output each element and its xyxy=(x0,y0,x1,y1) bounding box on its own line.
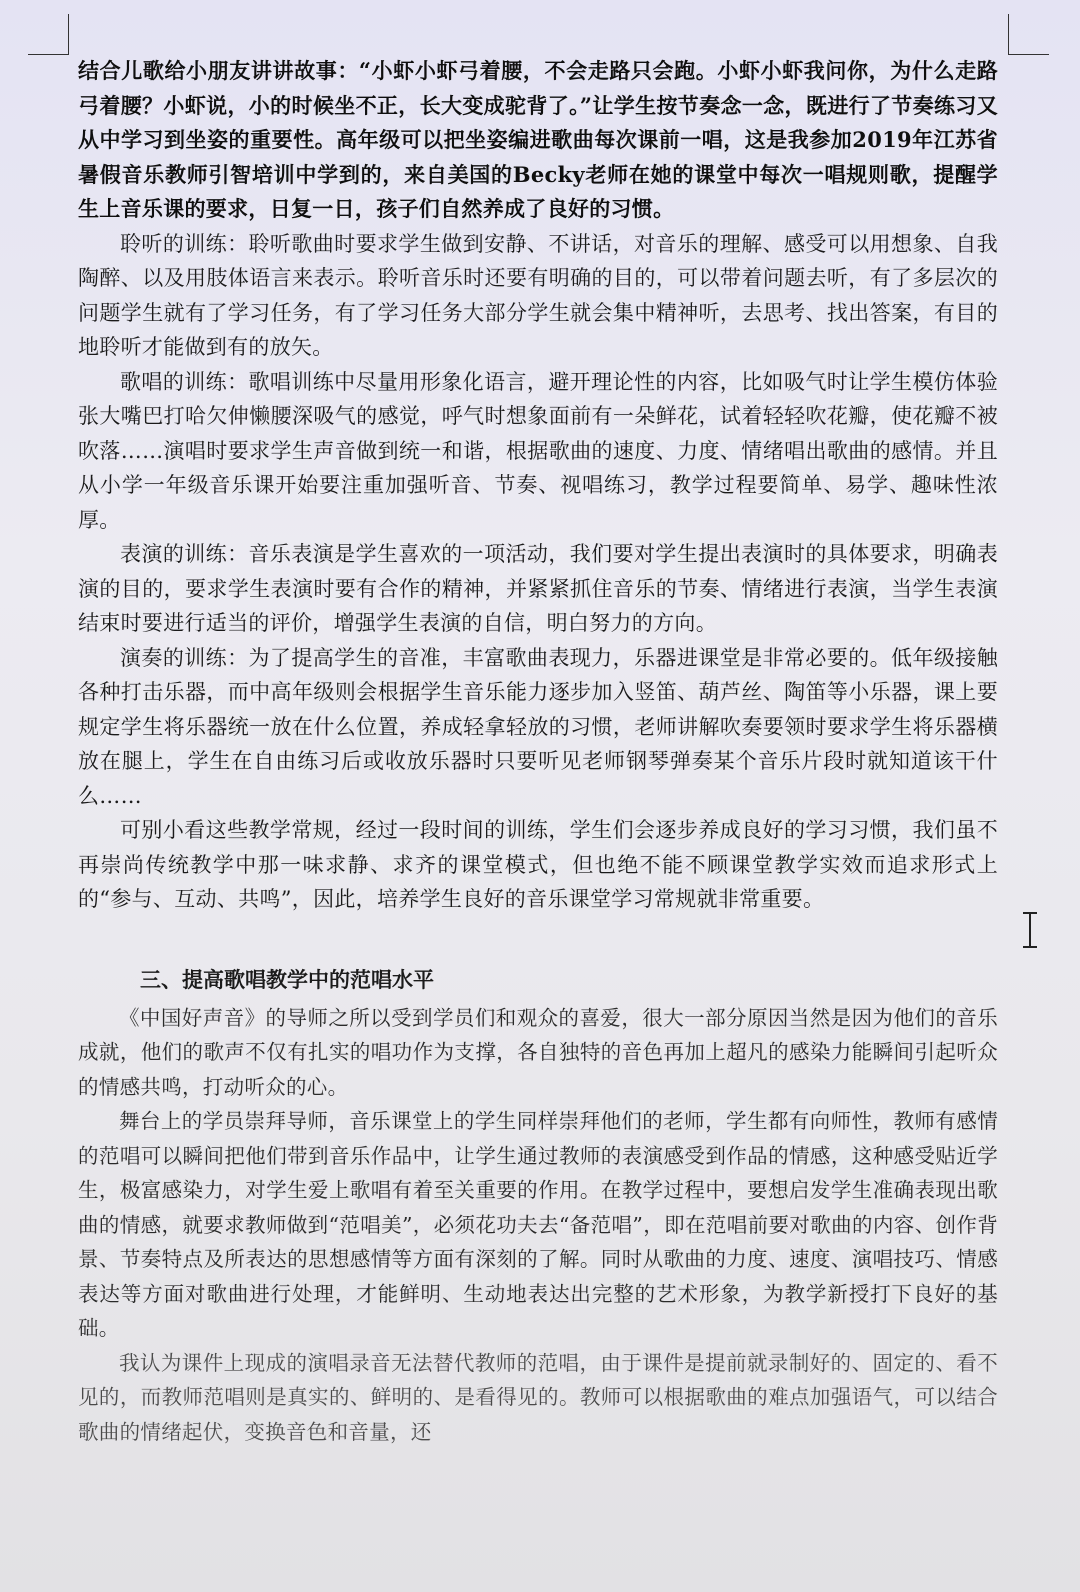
paragraph-voice-of-china: 《中国好声音》的导师之所以受到学员们和观众的喜爱，很大一部分原因当然是因为他们的音乐成就，他们的歌声不仅有扎实的唱功作为支撑，各自独特的音色再加上超凡的感染力能瞬间引起听众的情感共鸣，打动听众的心。 xyxy=(78,1005,998,1099)
section-heading: 三、提高歌唱教学中的范唱水平 xyxy=(140,966,434,992)
i-beam-cursor-icon xyxy=(1022,912,1038,948)
paragraph-recording-vs-live: 我认为课件上现成的演唱录音无法替代教师的范唱，由于课件是提前就录制好的、固定的、看不见的，而教师范唱则是真实的、鲜明的、是看得见的。教师可以根据歌曲的难点加强语气，可以结合歌曲的情绪起伏，变换音色和音量，还 xyxy=(78,1350,998,1444)
paragraph-listening-training: 聆听的训练：聆听歌曲时要求学生做到安静、不讲话，对音乐的理解、感受可以用想象、自我陶醉、以及用肢体语言来表示。聆听音乐时还要有明确的目的，可以带着问题去听，有了多层次的问题学生就有了学习任务，有了学习任务大部分学生就会集中精神听，去思考、找出答案，有目的地聆听才能做到有的放矢。 xyxy=(78,231,998,359)
paragraph-performance-training: 表演的训练：音乐表演是学生喜欢的一项活动，我们要对学生提出表演时的具体要求，明确表演的目的，要求学生表演时要有合作的精神，并紧紧抓住音乐的节奏、情绪进行表演，当学生表演结束时要进行适当的评价，增强学生表演的自信，明白努力的方向。 xyxy=(78,542,998,635)
document-body[interactable] xyxy=(78,54,998,1449)
margin-crop-mark-top-left xyxy=(28,14,69,55)
paragraph-classroom-routine: 可别小看这些教学常规，经过一段时间的训练，学生们会逐步养成良好的学习习惯，我们虽不再崇尚传统教学中那一味求静、求齐的课堂模式，但也绝不能不顾课堂教学实效而追求形式上的“参与、互动、共鸣”，因此，培养学生良好的音乐课堂学习常规就非常重要。 xyxy=(78,818,998,911)
paragraph-children-song: 结合儿歌给小朋友讲讲故事：“小虾小虾弓着腰，不会走路只会跑。小虾小虾我问你，为什么走路弓着腰？小虾说，小的时候坐不正，长大变成驼背了。”让学生按节奏念一念，既进行了节奏练习又从中学习到坐姿的重要性。高年级可以把坐姿编进歌曲每次课前一唱，这是我参加2019年江苏省暑假音乐教师引智培训中学到的，来自美国的Becky老师在她的课堂中每次一唱规则歌，提醒学生上音乐课的要求，日复一日，孩子们自然养成了良好的习惯。 xyxy=(78,58,998,221)
margin-crop-mark-top-right xyxy=(1008,14,1049,55)
paragraph-teacher-demonstration: 舞台上的学员崇拜导师，音乐课堂上的学生同样崇拜他们的老师，学生都有向师性，教师有感情的范唱可以瞬间把他们带到音乐作品中，让学生通过教师的表演感受到作品的情感，这种感受贴近学生，极富感染力，对学生爱上歌唱有着至关重要的作用。在教学过程中，要想启发学生准确表现出歌曲的情感，就要求教师做到“范唱美”，必须花功夫去“备范唱”，即在范唱前要对歌曲的内容、创作背景、节奏特点及所表达的思想感情等方面有深刻的了解。同时从歌曲的力度、速度、演唱技巧、情感表达等方面对歌曲进行处理，才能鲜明、生动地表达出完整的艺术形象，为教学新授打下良好的基础。 xyxy=(78,1109,998,1340)
paragraph-singing-training: 歌唱的训练：歌唱训练中尽量用形象化语言，避开理论性的内容，比如吸气时让学生模仿体验张大嘴巴打哈欠伸懒腰深吸气的感觉，呼气时想象面前有一朵鲜花，试着轻轻吹花瓣，使花瓣不被吹落……演唱时要求学生声音做到统一和谐，根据歌曲的速度、力度、情绪唱出歌曲的感情。并且从小学一年级音乐课开始要注重加强听音、节奏、视唱练习，教学过程要简单、易学、趣味性浓厚。 xyxy=(78,369,998,532)
paragraph-instrument-training: 演奏的训练：为了提高学生的音准，丰富歌曲表现力，乐器进课堂是非常必要的。低年级接触各种打击乐器，而中高年级则会根据学生音乐能力逐步加入竖笛、葫芦丝、陶笛等小乐器，课上要规定学生将乐器统一放在什么位置，养成轻拿轻放的习惯，老师讲解吹奏要领时要求学生将乐器横放在腿上，学生在自由练习后或收放乐器时只要听见老师钢琴弹奏某个音乐片段时就知道该干什么…… xyxy=(78,645,998,808)
